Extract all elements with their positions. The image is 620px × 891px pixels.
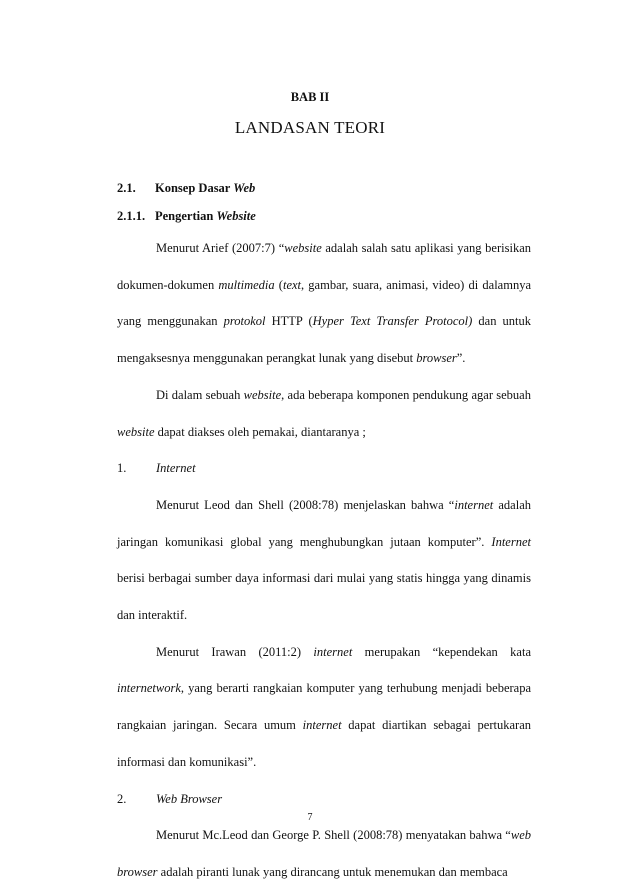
paragraph-internet-leod: Menurut Leod dan Shell (2008:78) menjelaskan bahwa “internet adalah jaringan komunikasi global yang menghubungkan jutaan komputer”. Internet berisi berbagai sumber daya informasi dari mulai yang statis hingga yang dinamis dan interaktif. [117, 497, 531, 623]
chapter-label: BAB II [290, 90, 330, 104]
section-label: Konsep Dasar [155, 181, 234, 195]
paragraph-website-components: Di dalam sebuah website, ada beberapa komponen pendukung agar sebuah website dapat diakses oleh pemakai, diantaranya ; [117, 387, 531, 439]
subsection-heading [117, 209, 256, 224]
list-item-number: 2. [117, 791, 127, 806]
paragraph-internet-irawan: Menurut Irawan (2011:2) internet merupakan “kependekan kata internetwork, yang berarti rangkaian komputer yang terhubung menjadi beberapa rangkaian jaringan. Secara umum internet dapat diartikan sebagai pertukaran informasi dan komunikasi”. [117, 644, 531, 769]
section-number: 2.1. [117, 181, 136, 195]
section-label-italic: Web [233, 181, 256, 195]
page-number: 7 [307, 812, 313, 823]
section-heading [117, 181, 255, 196]
body-text [117, 230, 531, 891]
paragraph-web-browser: Menurut Mc.Leod dan George P. Shell (2008:78) menyatakan bahwa “web browser adalah piranti lunak yang dirancang untuk menemukan dan membaca [117, 828, 531, 879]
chapter-title: LANDASAN TEORI [234, 118, 386, 137]
paragraph-website-definition: Menurut Arief (2007:7) “website adalah salah satu aplikasi yang berisikan dokumen-dokumen multimedia (text, gambar, suara, animasi, video) di dalamnya yang menggunakan protokol HTTP (Hyper Text Transfer Protocol) dan untuk mengaksesnya menggunakan perangkat lunak yang disebut browser”. [117, 241, 532, 366]
subsection-number: 2.1.1. [117, 209, 146, 223]
list-item-number: 1. [117, 461, 127, 476]
list-item-label: Web Browser [156, 791, 223, 806]
list-item-internet [117, 450, 531, 487]
list-item-label: Internet [156, 461, 196, 476]
subsection-label: Pengertian [155, 209, 217, 223]
subsection-label-italic: Website [216, 209, 256, 223]
